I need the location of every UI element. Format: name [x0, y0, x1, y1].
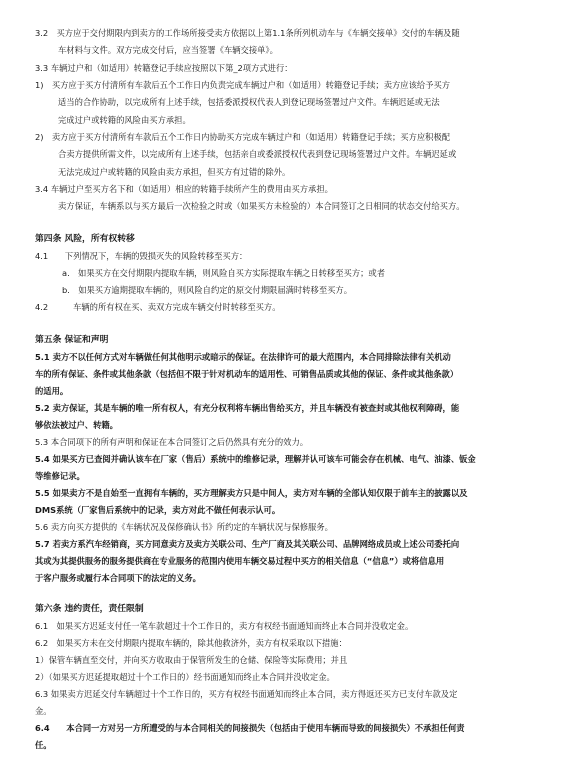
clause-5-5: 5.5 如果卖方不是自始至一直拥有车辆的，买方理解卖方只是中间人，卖方对车辆的全部认知仅限于前车主的披露以及	[35, 488, 468, 498]
clause-6-2: 6.2 如果买方未在交付期限内提取车辆的，除其他救济外，卖方有权采取以下措施：	[35, 638, 347, 648]
clause-3-2-cont: 车材料与文件。双方完成交付后，应当签署《车辆交接单》。	[58, 45, 278, 55]
clause-5-1-cont: 的适用。	[35, 386, 69, 396]
clause-5-2: 5.2 卖方保证，其是车辆的唯一所有权人，有充分权利将车辆出售给买方，并且车辆没有被查封或其他权利障碍，能	[35, 403, 460, 413]
watermark: ​	[470, 737, 489, 771]
watermark: ​	[140, 562, 159, 596]
clause-3-4: 3.4 车辆过户至买方名下和（如适用）相应的转籍手续所产生的费用由买方承担。	[35, 184, 333, 194]
clause-5-4: 5.4 如果买方已查阅并确认该车在厂家（售后）系统中的维修记录，理解并认可该车可能会存在机械、电气、油漆、钣金	[35, 454, 476, 464]
watermark: ​	[430, 2, 449, 36]
clause-3-3-item1-cont: 完成过户或转籍的风险由买方承担。	[58, 115, 191, 125]
clause-5-3: 5.3 本合同项下的所有声明和保证在本合同签订之后仍然具有充分的效力。	[35, 437, 309, 447]
clause-3-3-item2-cont: 合卖方提供所需文件，以完成所有上述手续，包括亲自或委派授权代表到登记现场签署过户文件。车辆迟延或	[58, 149, 457, 159]
section-4-heading: 第四条 风险，所有权转移	[35, 234, 135, 244]
clause-3-3-item2: 2) 卖方应于买方付清所有车款后五个工作日内协助买方完成车辆过户和（如适用）转籍登记手续；买方应积极配	[35, 132, 451, 142]
clause-6-4: 6.4 本合同一方对另一方所遭受的与本合同相关的间接损失（包括由于使用车辆而导致的间接损失）不承担任何责	[35, 723, 465, 733]
clause-6-2-item1: 1）保管车辆直至交付，并向买方收取由于保管所发生的仓储、保险等实际费用；并且	[35, 655, 348, 665]
clause-5-7-cont: 于客户服务或履行本合同项下的法定的义务。	[35, 573, 201, 583]
section-6-heading: 第六条 违约责任，责任限制	[35, 604, 144, 614]
clause-6-4-cont: 任。	[35, 740, 52, 750]
clause-5-6: 5.6 卖方向买方提供的《车辆状况及保修确认书》所约定的车辆状况与保修服务。	[35, 522, 333, 532]
clause-5-4-cont: 等维修记录。	[35, 471, 85, 481]
clause-4-1-a: a. 如果买方在交付期限内提取车辆，则风险自买方实际提取车辆之日转移至买方；或者	[62, 268, 386, 278]
clause-6-3-cont: 金。	[35, 706, 52, 716]
clause-3-2: 3.2 买方应于交付期限内到卖方的工作场所接受卖方依据以上第1.1条所列机动车与《车辆交接单》交付的车辆及随	[35, 28, 460, 38]
clause-4-1: 4.1 下列情况下，车辆的毁损灭失的风险转移至买方：	[35, 251, 248, 261]
clause-5-5-cont: DMS系统（厂家售后系统中的记录，卖方对此不做任何表示认可。	[35, 505, 281, 515]
clause-5-7: 5.7 若卖方系汽车经销商，买方同意卖方及卖方关联公司、生产厂商及其关联公司、品牌网络成员或上述公司委托向	[35, 539, 460, 549]
clause-5-2-cont: 够依法被过户、转籍。	[35, 420, 118, 430]
clause-3-3-item1: 1) 买方应于买方付清所有车款后五个工作日内负责完成车辆过户和（如适用）转籍登记手续；卖方应该给予买方	[35, 80, 451, 90]
clause-3-3: 3.3 车辆过户和（如适用）转籍登记手续应按照以下第_2项方式进行：	[35, 63, 293, 73]
clause-5-1: 5.1 卖方不以任何方式对车辆做任何其他明示或暗示的保证。在法律许可的最大范围内，本合同排除法律有关机动	[35, 352, 451, 362]
clause-6-2-item2: 2）（如果买方迟延提取超过十个工作日的）经书面通知而终止本合同并没收定金。	[35, 672, 335, 682]
clause-6-3: 6.3 如果卖方迟延交付车辆超过十个工作日的，买方有权经书面通知而终止本合同，卖方得返还买方已支付车款及定	[35, 689, 458, 699]
clause-5-1-cont: 车的所有保证、条件或其他条款（包括但不限于针对机动车的适用性、可销售品质或其他的保证、条件或其他条款）	[35, 369, 459, 379]
clause-4-2: 4.2 车辆的所有权在买、卖双方完成车辆交付时转移至买方。	[35, 302, 281, 312]
clause-4-1-b: b. 如果买方逾期提取车辆的，则风险自约定的原交付期限届满时转移至买方。	[62, 285, 353, 295]
clause-6-1: 6.1 如果买方迟延支付任一笔车款超过十个工作日的，卖方有权经书面通知而终止本合同并没收定金。	[35, 621, 414, 631]
clause-3-4-cont: 卖方保证，车辆系以与买方最后一次检验之时或（如果买方未检验的）本合同签订之日相同的状态交付给买方。	[58, 201, 465, 211]
clause-3-3-item2-cont: 无法完成过户或转籍的风险由卖方承担，但买方有过错的除外。	[58, 167, 291, 177]
clause-5-7-cont: 其或为其提供服务的服务提供商在专业服务的范围内使用车辆交易过程中买方的相关信息（“信息”）或将信息用	[35, 556, 445, 566]
clause-3-3-item1-cont: 适当的合作协助，以完成所有上述手续，包括委派授权代表人到登记现场签署过户文件。车辆迟延或无法	[58, 97, 440, 107]
section-5-heading: 第五条 保证和声明	[35, 335, 109, 345]
